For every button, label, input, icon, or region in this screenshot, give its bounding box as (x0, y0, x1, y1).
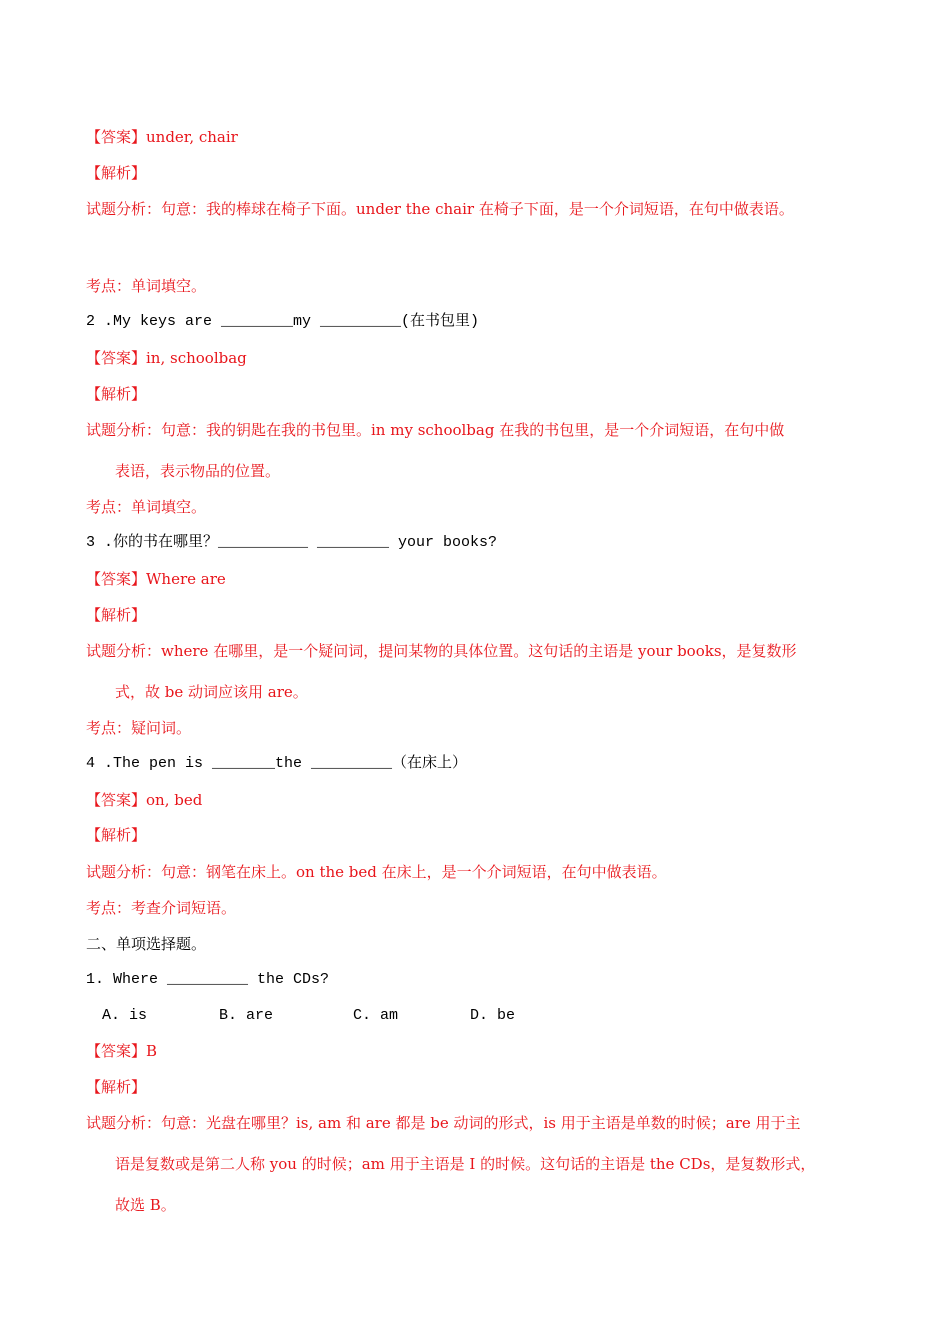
question-3: 3 .你的书在哪里？__________ ________ your books? (86, 534, 498, 551)
answer-line: 【答案】Where are (86, 570, 226, 588)
option-c: C. am (353, 1007, 399, 1024)
analysis-text-continued: 故选 B。 (115, 1196, 176, 1214)
answer-line: 【答案】B (86, 1042, 158, 1060)
analysis-label: 【解析】 (86, 1078, 147, 1096)
analysis-text: 试题分析：句意：光盘在哪里？is, am 和 are 都是 be 动词的形式，is 用于主语是单数的时候；are 用于主 (86, 1114, 801, 1132)
section-heading: 二、单项选择题。 (86, 935, 207, 953)
exam-point: 考点：单词填空。 (86, 277, 207, 295)
answer-line: 【答案】on, bed (86, 791, 203, 809)
analysis-text: 试题分析：句意：我的钥匙在我的书包里。in my schoolbag 在我的书包里，是一个介词短语，在句中做 (86, 421, 785, 439)
option-b: B. are (219, 1007, 274, 1024)
option-d: D. be (470, 1007, 516, 1024)
analysis-label: 【解析】 (86, 606, 147, 624)
exam-point: 考点：考查介词短语。 (86, 899, 237, 917)
analysis-text: 试题分析：where 在哪里，是一个疑问词，提问某物的具体位置。这句话的主语是 your books，是复数形 (86, 642, 797, 660)
question-4: 4 .The pen is _______the _________（在床上） (86, 755, 468, 772)
analysis-text: 试题分析：句意：我的棒球在椅子下面。under the chair 在椅子下面，是一个介词短语，在句中做表语。 (86, 200, 794, 218)
analysis-text-continued: 语是复数或是第二人称 you 的时候；am 用于主语是 I 的时候。这句话的主语是 the CDs，是复数形式， (115, 1155, 816, 1173)
mc-question-1: 1. Where _________ the CDs? (86, 971, 330, 988)
analysis-text-continued: 式，故 be 动词应该用 are。 (115, 683, 308, 701)
answer-line: 【答案】under, chair (86, 128, 238, 146)
answer-line: 【答案】in, schoolbag (86, 349, 247, 367)
option-a: A. is (102, 1007, 148, 1024)
exam-point: 考点：疑问词。 (86, 719, 192, 737)
analysis-text: 试题分析：句意：钢笔在床上。on the bed 在床上，是一个介词短语，在句中做表语。 (86, 863, 667, 881)
analysis-label: 【解析】 (86, 826, 147, 844)
question-2: 2 .My keys are ________my _________(在书包里) (86, 313, 480, 330)
analysis-text-continued: 表语，表示物品的位置。 (115, 462, 281, 480)
analysis-label: 【解析】 (86, 385, 147, 403)
analysis-label: 【解析】 (86, 164, 147, 182)
exam-point: 考点：单词填空。 (86, 498, 207, 516)
